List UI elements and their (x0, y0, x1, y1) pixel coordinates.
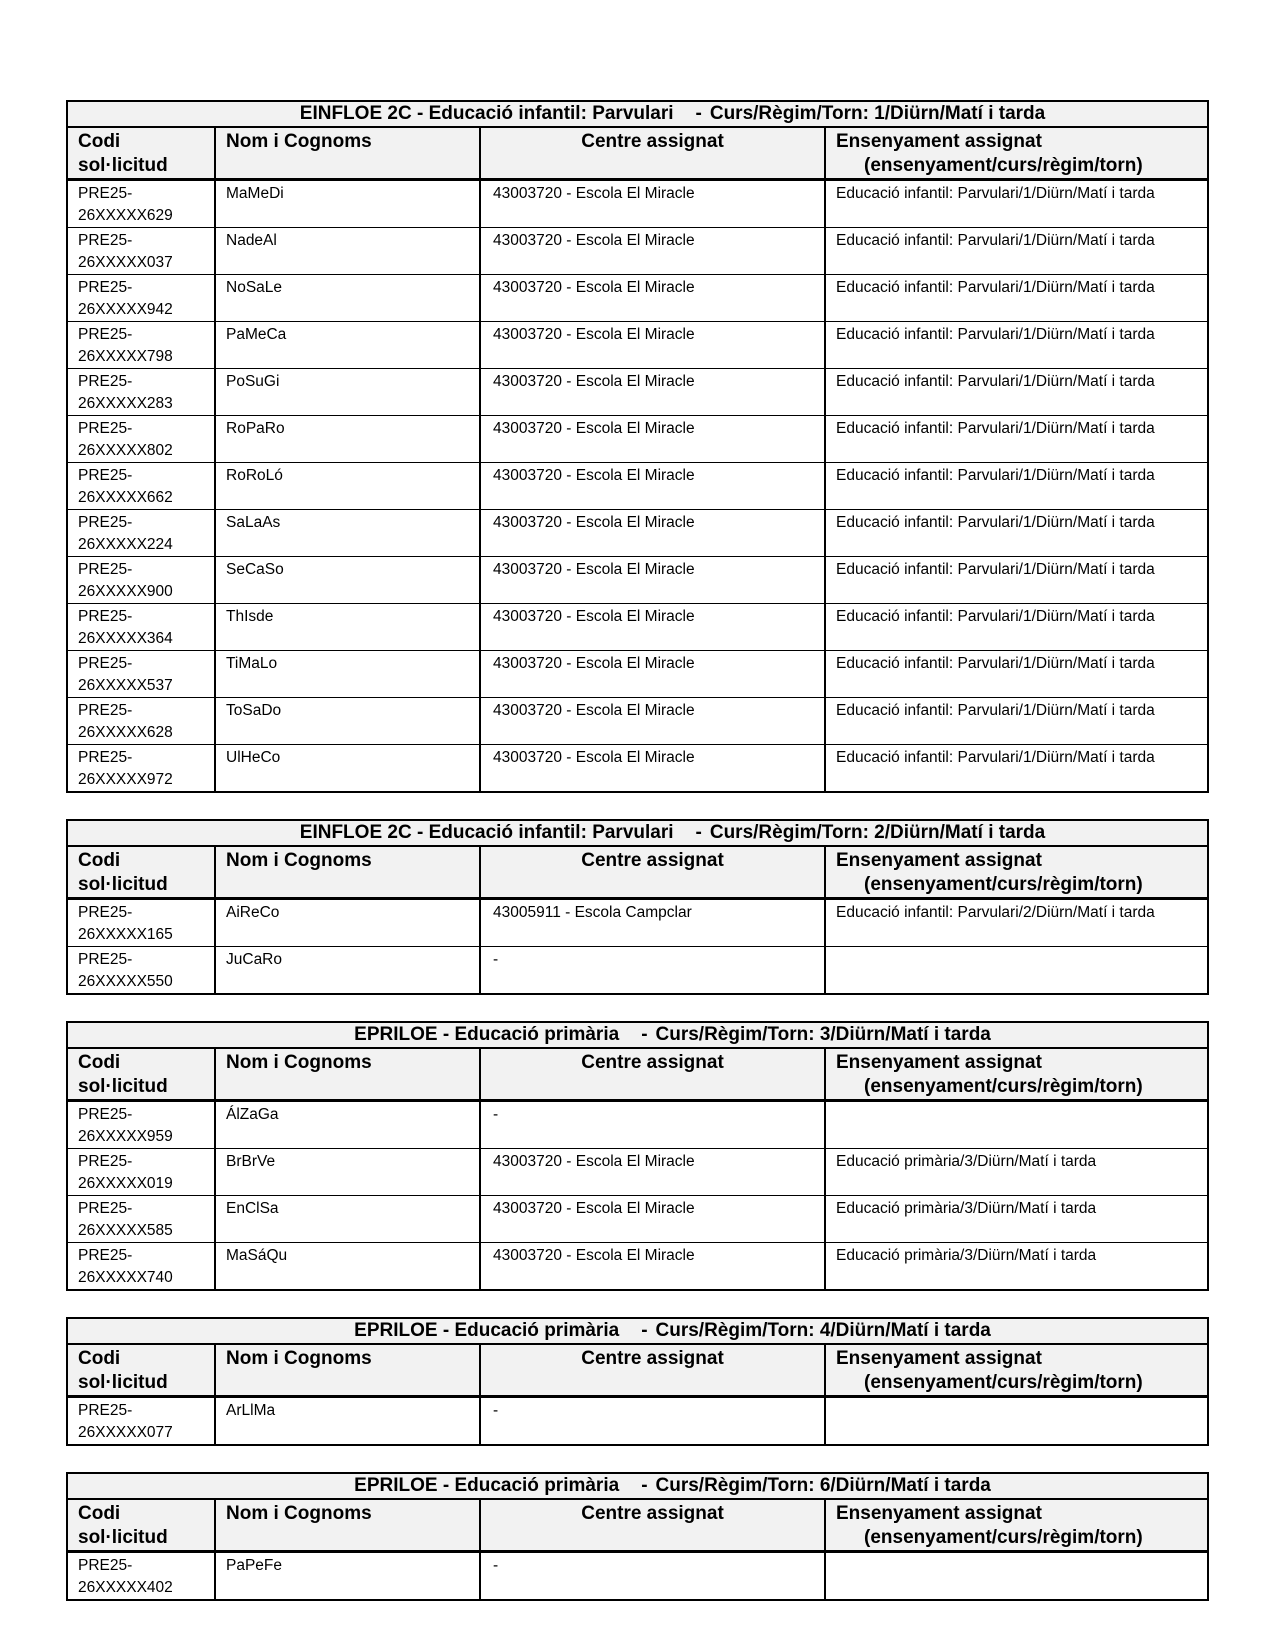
header-ensenyament (825, 1344, 1208, 1397)
section-curs: Curs/Règim/Torn: 6/Diürn/Matí i tarda (655, 1475, 991, 1496)
table-row (67, 416, 1208, 463)
cell-nom: ArLlMa (215, 1397, 480, 1446)
cell-ensenyament: Educació infantil: Parvulari/1/Diürn/Matí i tarda (825, 651, 1208, 698)
codi-line2: 26XXXXX802 (78, 442, 173, 459)
column-header-row (67, 1048, 1208, 1101)
cell-ensenyament: Educació primària/3/Diürn/Matí i tarda (825, 1243, 1208, 1291)
codi-line2: 26XXXXX628 (78, 724, 173, 741)
assignment-section (66, 1317, 1207, 1446)
codi-line1: PRE25- (78, 514, 133, 531)
assignment-section (66, 1021, 1207, 1291)
codi-line2: 26XXXXX077 (78, 1424, 173, 1441)
header-nom: Nom i Cognoms (215, 127, 480, 180)
cell-codi (67, 180, 215, 228)
header-ens-line1: Ensenyament assignat (836, 850, 1042, 871)
assignment-table (66, 100, 1209, 793)
codi-line1: PRE25- (78, 373, 133, 390)
cell-ensenyament: Educació infantil: Parvulari/1/Diürn/Matí i tarda (825, 322, 1208, 369)
cell-nom: SaLaAs (215, 510, 480, 557)
cell-ensenyament: Educació infantil: Parvulari/2/Diürn/Matí i tarda (825, 899, 1208, 947)
section-separator: - (641, 1320, 648, 1341)
section-title (67, 1318, 1208, 1344)
cell-ensenyament (825, 1552, 1208, 1601)
codi-line2: 26XXXXX165 (78, 926, 173, 943)
table-row (67, 899, 1208, 947)
table-row (67, 1552, 1208, 1601)
cell-codi (67, 1397, 215, 1446)
cell-codi (67, 557, 215, 604)
codi-line1: PRE25- (78, 951, 133, 968)
section-program: EINFLOE 2C - Educació infantil: Parvulari (299, 822, 674, 843)
cell-centre: 43003720 - Escola El Miracle (480, 604, 825, 651)
column-header-row (67, 1499, 1208, 1552)
header-codi-line1: Codi (78, 850, 121, 871)
table-row (67, 1196, 1208, 1243)
cell-nom: ThIsde (215, 604, 480, 651)
cell-nom: EnClSa (215, 1196, 480, 1243)
header-codi (67, 846, 215, 899)
table-row (67, 604, 1208, 651)
cell-centre: - (480, 1552, 825, 1601)
cell-codi (67, 369, 215, 416)
header-codi-line2: sol·licitud (78, 1076, 168, 1097)
table-row (67, 1397, 1208, 1446)
cell-nom: RoRoLó (215, 463, 480, 510)
header-nom: Nom i Cognoms (215, 1499, 480, 1552)
codi-line1: PRE25- (78, 467, 133, 484)
codi-line2: 26XXXXX585 (78, 1222, 173, 1239)
cell-ensenyament (825, 1101, 1208, 1149)
cell-ensenyament (825, 947, 1208, 995)
cell-centre: 43003720 - Escola El Miracle (480, 322, 825, 369)
codi-line1: PRE25- (78, 904, 133, 921)
table-row (67, 463, 1208, 510)
codi-line2: 26XXXXX972 (78, 771, 173, 788)
header-ens-line2: (ensenyament/curs/règim/torn) (864, 155, 1143, 176)
cell-codi (67, 947, 215, 995)
cell-nom: PoSuGi (215, 369, 480, 416)
cell-centre: 43005911 - Escola Campclar (480, 899, 825, 947)
codi-line2: 26XXXXX629 (78, 207, 173, 224)
table-row (67, 1243, 1208, 1291)
header-codi-line2: sol·licitud (78, 874, 168, 895)
table-row (67, 180, 1208, 228)
cell-codi (67, 651, 215, 698)
cell-codi (67, 416, 215, 463)
cell-ensenyament: Educació infantil: Parvulari/1/Diürn/Matí i tarda (825, 510, 1208, 557)
codi-line1: PRE25- (78, 608, 133, 625)
cell-nom: NadeAl (215, 228, 480, 275)
cell-nom: NoSaLe (215, 275, 480, 322)
codi-line1: PRE25- (78, 420, 133, 437)
section-separator: - (641, 1475, 648, 1496)
cell-codi (67, 745, 215, 793)
cell-ensenyament: Educació infantil: Parvulari/1/Diürn/Matí i tarda (825, 557, 1208, 604)
table-row (67, 1101, 1208, 1149)
header-ens-line1: Ensenyament assignat (836, 1052, 1042, 1073)
cell-codi (67, 1552, 215, 1601)
codi-line2: 26XXXXX798 (78, 348, 173, 365)
codi-line1: PRE25- (78, 1153, 133, 1170)
table-row (67, 947, 1208, 995)
cell-codi (67, 228, 215, 275)
cell-centre: 43003720 - Escola El Miracle (480, 745, 825, 793)
codi-line2: 26XXXXX037 (78, 254, 173, 271)
cell-nom: BrBrVe (215, 1149, 480, 1196)
cell-codi (67, 604, 215, 651)
cell-codi (67, 1101, 215, 1149)
cell-ensenyament: Educació infantil: Parvulari/1/Diürn/Matí i tarda (825, 275, 1208, 322)
header-codi-line2: sol·licitud (78, 1372, 168, 1393)
header-ensenyament (825, 1499, 1208, 1552)
column-header-row (67, 846, 1208, 899)
codi-line1: PRE25- (78, 185, 133, 202)
header-nom: Nom i Cognoms (215, 1048, 480, 1101)
cell-codi (67, 510, 215, 557)
section-title (67, 1022, 1208, 1048)
cell-centre: 43003720 - Escola El Miracle (480, 1243, 825, 1291)
cell-codi (67, 1196, 215, 1243)
header-ens-line2: (ensenyament/curs/règim/torn) (864, 1372, 1143, 1393)
header-codi (67, 127, 215, 180)
codi-line1: PRE25- (78, 1402, 133, 1419)
codi-line2: 26XXXXX900 (78, 583, 173, 600)
cell-centre: 43003720 - Escola El Miracle (480, 228, 825, 275)
table-row (67, 745, 1208, 793)
cell-nom: RoPaRo (215, 416, 480, 463)
codi-line2: 26XXXXX662 (78, 489, 173, 506)
codi-line1: PRE25- (78, 561, 133, 578)
section-program: EINFLOE 2C - Educació infantil: Parvulari (299, 103, 674, 124)
assignment-section (66, 100, 1207, 793)
codi-line2: 26XXXXX224 (78, 536, 173, 553)
cell-nom: AiReCo (215, 899, 480, 947)
cell-codi (67, 698, 215, 745)
header-codi-line1: Codi (78, 131, 121, 152)
section-separator: - (695, 822, 702, 843)
assignment-table (66, 819, 1209, 995)
header-codi (67, 1344, 215, 1397)
cell-nom: PaPeFe (215, 1552, 480, 1601)
cell-nom: MaMeDi (215, 180, 480, 228)
codi-line2: 26XXXXX942 (78, 301, 173, 318)
header-codi-line2: sol·licitud (78, 155, 168, 176)
table-row (67, 510, 1208, 557)
header-codi-line2: sol·licitud (78, 1527, 168, 1548)
cell-centre: - (480, 1397, 825, 1446)
cell-codi (67, 322, 215, 369)
cell-centre: 43003720 - Escola El Miracle (480, 463, 825, 510)
header-ens-line1: Ensenyament assignat (836, 131, 1042, 152)
assignment-section (66, 819, 1207, 995)
codi-line2: 26XXXXX283 (78, 395, 173, 412)
section-program: EPRILOE - Educació primària (354, 1024, 620, 1045)
cell-centre: - (480, 947, 825, 995)
codi-line2: 26XXXXX550 (78, 973, 173, 990)
table-row (67, 369, 1208, 416)
cell-codi (67, 899, 215, 947)
column-header-row (67, 1344, 1208, 1397)
cell-nom: MaSáQu (215, 1243, 480, 1291)
cell-centre: 43003720 - Escola El Miracle (480, 275, 825, 322)
header-codi-line1: Codi (78, 1348, 121, 1369)
cell-ensenyament (825, 1397, 1208, 1446)
header-ensenyament (825, 127, 1208, 180)
assignment-table (66, 1317, 1209, 1446)
header-codi-line1: Codi (78, 1503, 121, 1524)
cell-centre: 43003720 - Escola El Miracle (480, 416, 825, 463)
codi-line2: 26XXXXX537 (78, 677, 173, 694)
codi-line1: PRE25- (78, 1247, 133, 1264)
header-ens-line1: Ensenyament assignat (836, 1348, 1042, 1369)
codi-line2: 26XXXXX364 (78, 630, 173, 647)
cell-codi (67, 275, 215, 322)
cell-centre: 43003720 - Escola El Miracle (480, 557, 825, 604)
section-curs: Curs/Règim/Torn: 1/Diürn/Matí i tarda (709, 103, 1046, 124)
table-row (67, 322, 1208, 369)
header-nom: Nom i Cognoms (215, 846, 480, 899)
codi-line1: PRE25- (78, 326, 133, 343)
section-title (67, 820, 1208, 846)
header-nom: Nom i Cognoms (215, 1344, 480, 1397)
section-title (67, 101, 1208, 127)
cell-centre: 43003720 - Escola El Miracle (480, 1196, 825, 1243)
codi-line2: 26XXXXX402 (78, 1579, 173, 1596)
table-row (67, 275, 1208, 322)
codi-line1: PRE25- (78, 232, 133, 249)
cell-ensenyament: Educació infantil: Parvulari/1/Diürn/Matí i tarda (825, 180, 1208, 228)
cell-nom: ToSaDo (215, 698, 480, 745)
table-row (67, 228, 1208, 275)
cell-centre: 43003720 - Escola El Miracle (480, 510, 825, 557)
header-ensenyament (825, 846, 1208, 899)
table-row (67, 557, 1208, 604)
header-centre: Centre assignat (480, 127, 825, 180)
header-ens-line2: (ensenyament/curs/règim/torn) (864, 874, 1143, 895)
cell-ensenyament: Educació primària/3/Diürn/Matí i tarda (825, 1149, 1208, 1196)
section-curs: Curs/Règim/Torn: 2/Diürn/Matí i tarda (709, 822, 1046, 843)
cell-codi (67, 1243, 215, 1291)
document (66, 100, 1207, 1627)
cell-nom: TiMaLo (215, 651, 480, 698)
cell-centre: - (480, 1101, 825, 1149)
cell-ensenyament: Educació infantil: Parvulari/1/Diürn/Matí i tarda (825, 228, 1208, 275)
cell-centre: 43003720 - Escola El Miracle (480, 369, 825, 416)
header-codi (67, 1048, 215, 1101)
section-program: EPRILOE - Educació primària (354, 1320, 620, 1341)
cell-nom: SeCaSo (215, 557, 480, 604)
cell-nom: UlHeCo (215, 745, 480, 793)
cell-ensenyament: Educació infantil: Parvulari/1/Diürn/Matí i tarda (825, 369, 1208, 416)
header-centre: Centre assignat (480, 1344, 825, 1397)
cell-centre: 43003720 - Escola El Miracle (480, 651, 825, 698)
cell-nom: JuCaRo (215, 947, 480, 995)
header-codi-line1: Codi (78, 1052, 121, 1073)
header-centre: Centre assignat (480, 846, 825, 899)
cell-ensenyament: Educació primària/3/Diürn/Matí i tarda (825, 1196, 1208, 1243)
codi-line1: PRE25- (78, 1106, 133, 1123)
codi-line2: 26XXXXX740 (78, 1269, 173, 1286)
header-codi (67, 1499, 215, 1552)
header-ensenyament (825, 1048, 1208, 1101)
section-separator: - (641, 1024, 648, 1045)
cell-ensenyament: Educació infantil: Parvulari/1/Diürn/Matí i tarda (825, 463, 1208, 510)
header-centre: Centre assignat (480, 1048, 825, 1101)
assignment-section (66, 1472, 1207, 1601)
table-row (67, 1149, 1208, 1196)
header-ens-line2: (ensenyament/curs/règim/torn) (864, 1527, 1143, 1548)
cell-codi (67, 1149, 215, 1196)
codi-line1: PRE25- (78, 1200, 133, 1217)
section-title (67, 1473, 1208, 1499)
table-row (67, 698, 1208, 745)
section-curs: Curs/Règim/Torn: 3/Diürn/Matí i tarda (655, 1024, 991, 1045)
cell-ensenyament: Educació infantil: Parvulari/1/Diürn/Matí i tarda (825, 698, 1208, 745)
section-curs: Curs/Règim/Torn: 4/Diürn/Matí i tarda (655, 1320, 991, 1341)
codi-line1: PRE25- (78, 702, 133, 719)
section-program: EPRILOE - Educació primària (354, 1475, 620, 1496)
section-separator: - (695, 103, 702, 124)
header-ens-line1: Ensenyament assignat (836, 1503, 1042, 1524)
codi-line2: 26XXXXX019 (78, 1175, 173, 1192)
codi-line1: PRE25- (78, 1557, 133, 1574)
codi-line1: PRE25- (78, 279, 133, 296)
assignment-table (66, 1472, 1209, 1601)
cell-ensenyament: Educació infantil: Parvulari/1/Diürn/Matí i tarda (825, 745, 1208, 793)
header-ens-line2: (ensenyament/curs/règim/torn) (864, 1076, 1143, 1097)
cell-centre: 43003720 - Escola El Miracle (480, 180, 825, 228)
cell-ensenyament: Educació infantil: Parvulari/1/Diürn/Matí i tarda (825, 604, 1208, 651)
cell-nom: PaMeCa (215, 322, 480, 369)
header-centre: Centre assignat (480, 1499, 825, 1552)
cell-nom: ÁlZaGa (215, 1101, 480, 1149)
codi-line1: PRE25- (78, 749, 133, 766)
cell-codi (67, 463, 215, 510)
codi-line2: 26XXXXX959 (78, 1128, 173, 1145)
column-header-row (67, 127, 1208, 180)
codi-line1: PRE25- (78, 655, 133, 672)
table-row (67, 651, 1208, 698)
cell-ensenyament: Educació infantil: Parvulari/1/Diürn/Matí i tarda (825, 416, 1208, 463)
cell-centre: 43003720 - Escola El Miracle (480, 698, 825, 745)
cell-centre: 43003720 - Escola El Miracle (480, 1149, 825, 1196)
assignment-table (66, 1021, 1209, 1291)
